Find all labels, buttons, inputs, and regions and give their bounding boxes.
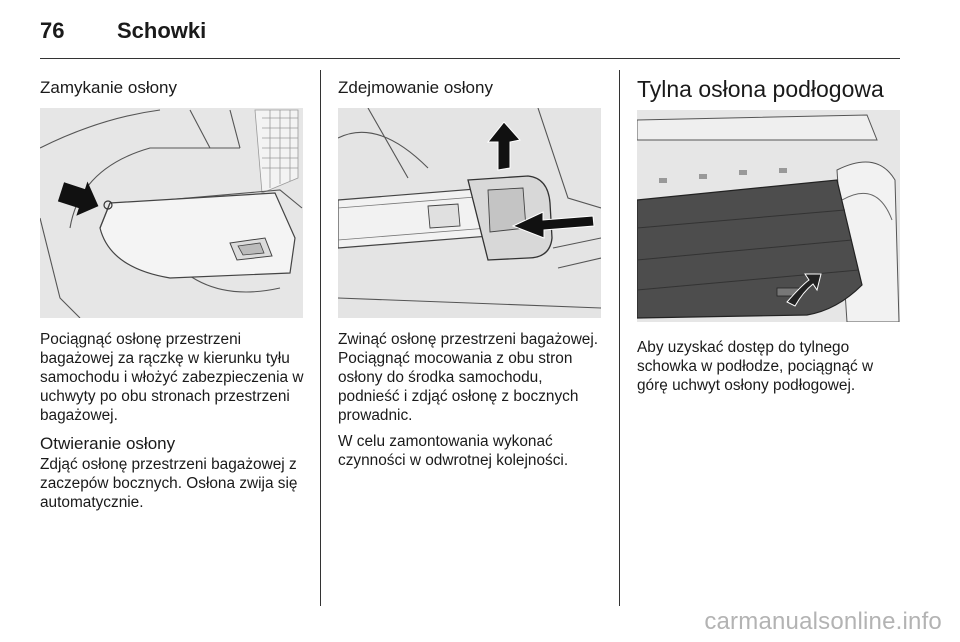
header-rule bbox=[40, 58, 900, 59]
floor-cover-instructions bbox=[637, 338, 902, 395]
section-heading-closing-cover: Zamykanie osłony bbox=[40, 78, 178, 97]
removing-cover-paragraph-1: Zwinąć osłonę przestrzeni bagażowej. Pociągnąć mocowania z obu stron osłony do środka samochodu, podnieść i zdjąć osłonę z bocznych prowadnic. bbox=[338, 331, 599, 424]
subheading-opening-cover: Otwieranie osłony bbox=[40, 434, 176, 453]
removing-cover-instructions bbox=[338, 330, 606, 470]
closing-cover-illustration bbox=[40, 108, 303, 318]
removing-cover-illustration bbox=[338, 108, 601, 318]
column-divider-1 bbox=[320, 70, 321, 606]
removing-cover-paragraph-2: W celu zamontowania wykonać czynności w odwrotnej kolejności. bbox=[338, 433, 569, 469]
section-heading-floor-cover: Tylna osłona podłogowa bbox=[637, 76, 884, 102]
watermark: carmanualsonline.info bbox=[704, 608, 942, 635]
closing-cover-paragraph: Pociągnąć osłonę przestrzeni bagażowej za rączkę w kierunku tyłu samochodu i włożyć zabezpieczenia w uchwyty po obu stronach przestrzeni bagażowej. bbox=[40, 331, 304, 424]
page-header-title: Schowki bbox=[117, 18, 207, 43]
closing-cover-instructions bbox=[40, 330, 308, 425]
opening-cover-paragraph: Zdjąć osłonę przestrzeni bagażowej z zaczepów bocznych. Osłona zwija się automatycznie. bbox=[40, 456, 298, 511]
floor-cover-paragraph: Aby uzyskać dostęp do tylnego schowka w podłodze, pociągnąć w górę uchwyt osłony podłogowej. bbox=[637, 339, 874, 394]
section-heading-removing-cover: Zdejmowanie osłony bbox=[338, 78, 493, 97]
column-divider-2 bbox=[619, 70, 620, 606]
floor-cover-illustration bbox=[637, 110, 900, 322]
page-number: 76 bbox=[40, 18, 65, 43]
opening-cover-instructions bbox=[40, 455, 310, 512]
